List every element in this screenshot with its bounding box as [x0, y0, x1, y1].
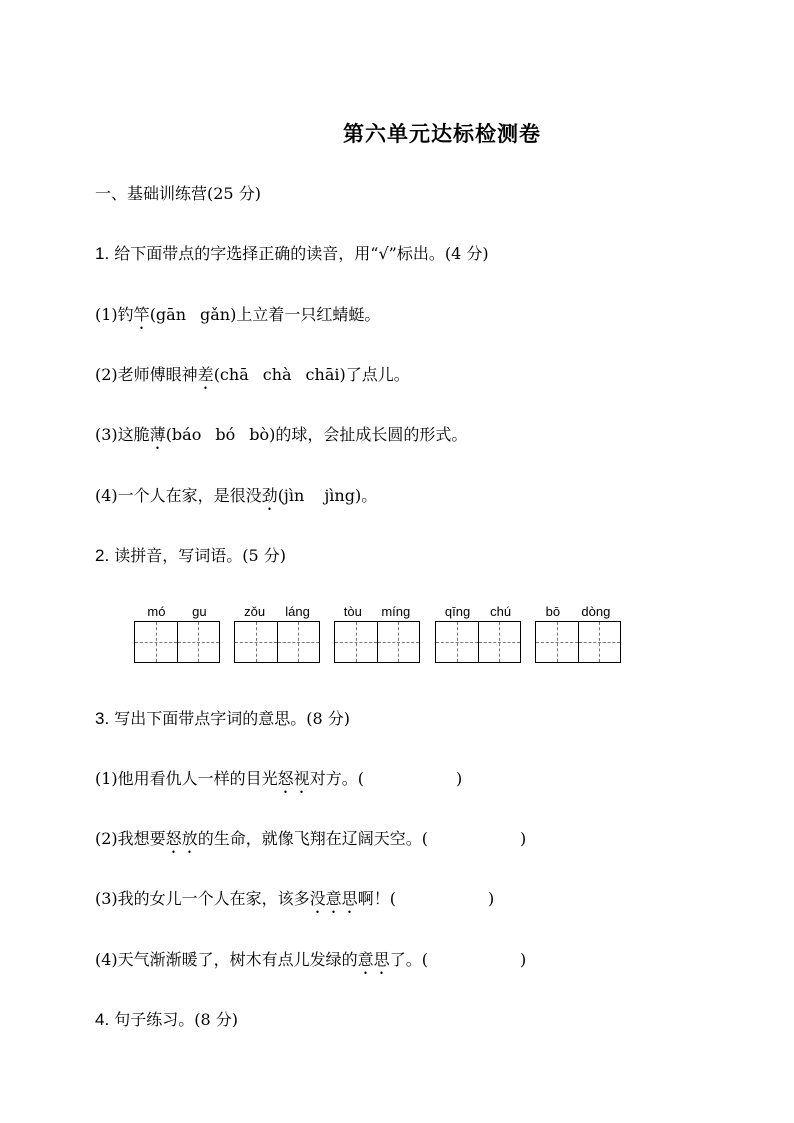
question-text: 写出下面带点字词的意思。(8 分) [114, 709, 351, 728]
writing-boxes[interactable] [535, 621, 621, 663]
word-grid-2 [234, 603, 320, 663]
word-grid-4 [435, 603, 521, 663]
section-heading: 一、基础训练营(25 分) [95, 184, 261, 203]
page-title: 第六单元达标检测卷 [343, 121, 541, 146]
question-number: 2. [95, 546, 110, 565]
word-grid-1 [134, 603, 220, 663]
question-3 [95, 708, 350, 730]
question-number: 4. [95, 1010, 110, 1029]
q1-item-3: (3)这脆薄(báo bó bò)的球，会扯成长圆的形式。 [95, 425, 468, 444]
writing-boxes[interactable] [435, 621, 521, 663]
question-text: 读拼音，写词语。(5 分) [114, 546, 287, 565]
q3-item-2: (2)我想要怒放的生命，就像飞翔在辽阔天空。( ) [95, 829, 527, 848]
question-number: 1. [95, 244, 110, 263]
question-text: 给下面带点的字选择正确的读音，用“√”标出。(4 分) [114, 244, 489, 263]
q1-item-4: (4)一个人在家，是很没劲(jìn jìng)。 [95, 486, 378, 505]
q1-item-1: (1)钓竿(gān gǎn)上立着一只红蜻蜓。 [95, 305, 381, 324]
pinyin-label: tòu míng [343, 604, 411, 619]
q1-item-2: (2)老师傅眼神差(chā chà chāi)了点儿。 [95, 365, 410, 384]
q3-item-1: (1)他用看仇人一样的目光怒视对方。( ) [95, 769, 463, 788]
pinyin-label: bō dòng [545, 604, 611, 619]
writing-boxes[interactable] [134, 621, 220, 663]
writing-boxes[interactable] [334, 621, 420, 663]
word-grid-5 [535, 603, 621, 663]
q3-item-3: (3)我的女儿一个人在家，该多没意思啊！( ) [95, 889, 495, 908]
word-grid-3 [334, 603, 420, 663]
question-2 [95, 545, 286, 567]
question-1 [95, 243, 489, 265]
q3-item-4: (4)天气渐渐暖了，树木有点儿发绿的意思了。( ) [95, 950, 527, 969]
writing-boxes[interactable] [234, 621, 320, 663]
pinyin-label: qīng chú [444, 604, 512, 619]
question-number: 3. [95, 709, 110, 728]
pinyin-label: zǒu láng [244, 604, 310, 619]
question-text: 句子练习。(8 分) [114, 1010, 239, 1029]
pinyin-label: mó gu [147, 604, 207, 619]
question-4 [95, 1009, 238, 1031]
